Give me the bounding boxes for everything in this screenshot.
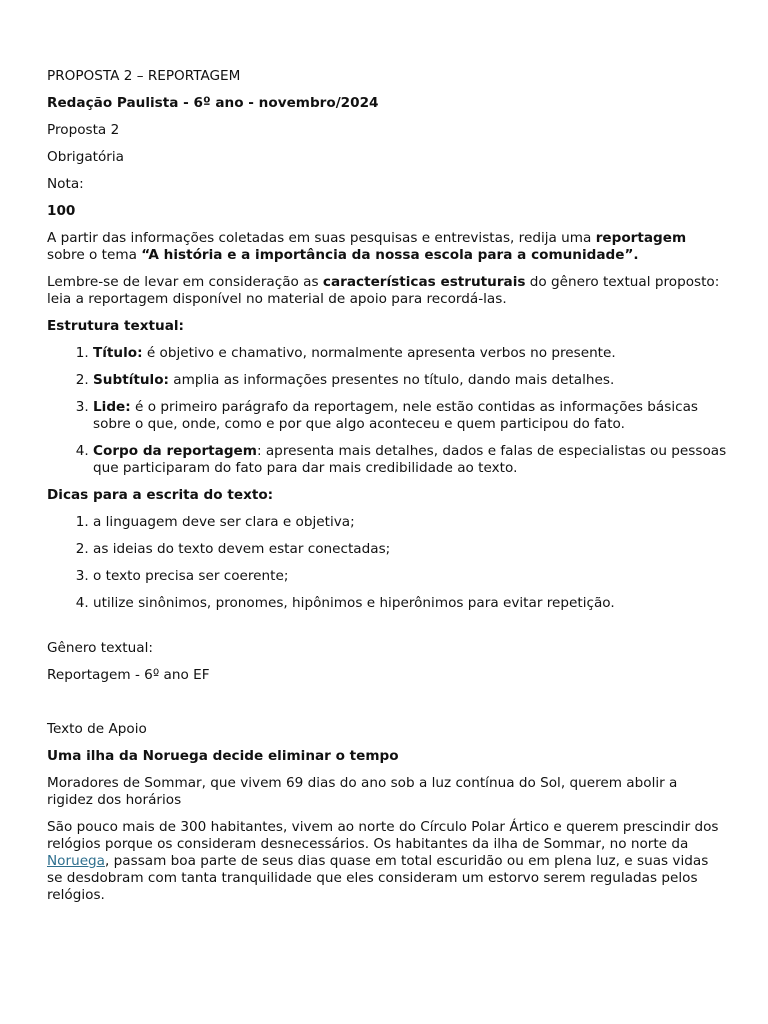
genre-label: Gênero textual:	[47, 640, 153, 656]
structure-list	[47, 345, 727, 477]
tips-heading-text: Dicas para a escrita do texto:	[47, 487, 274, 503]
tips-heading	[47, 487, 727, 504]
article-body-part-b: , passam boa parte de seus dias quase em total escuridão ou em plena luz, e suas vidas se desdobram com tanta tranquilidade que eles consideram um estorvo serem reguladas pelos relógios.	[47, 853, 709, 903]
tips-list	[47, 514, 727, 612]
structure-item-term: Título:	[93, 345, 143, 361]
instruction-1-part-a: A partir das informações coletadas em suas pesquisas e entrevistas, redija uma	[47, 230, 596, 246]
proposal-label: Proposta 2	[47, 122, 120, 138]
document-page	[47, 68, 727, 914]
tip-item: 2. as ideias do texto devem estar conectadas;	[93, 541, 727, 558]
instruction-1-keyword: reportagem	[595, 230, 687, 246]
structure-item	[93, 372, 727, 389]
instruction-paragraph-1	[47, 230, 727, 264]
article-title-text: Uma ilha da Noruega decide eliminar o tempo	[47, 748, 399, 764]
tip-item: 1. a linguagem deve ser clara e objetiva;	[93, 514, 727, 531]
structure-item	[93, 399, 727, 433]
structure-heading-text: Estrutura textual:	[47, 318, 184, 334]
grade-label: Nota:	[47, 176, 84, 192]
structure-item-text: é o primeiro parágrafo da reportagem, nele estão contidas as informações básicas sobre o que, onde, como e por que algo aconteceu e quem participou do fato.	[93, 399, 698, 432]
structure-item-term: Lide:	[93, 399, 131, 415]
structure-item-term: Subtítulo:	[93, 372, 169, 388]
required-label: Obrigatória	[47, 149, 124, 165]
structure-item-term: Corpo da reportagem	[93, 443, 257, 459]
spacer	[47, 622, 727, 640]
instruction-paragraph-2	[47, 274, 727, 308]
spacer	[47, 694, 727, 721]
structure-item	[93, 345, 727, 362]
structure-heading	[47, 318, 727, 335]
article-body	[47, 819, 727, 904]
instruction-2-part-c: do gênero textual proposto: leia a reportagem disponível no material de apoio para recordá-las.	[47, 274, 720, 307]
support-label: Texto de Apoio	[47, 721, 147, 737]
structure-item	[93, 443, 727, 477]
exam-title	[47, 95, 727, 112]
instruction-2-part-a: Lembre-se de levar em consideração as	[47, 274, 323, 290]
tip-item: 3. o texto precisa ser coerente;	[93, 568, 727, 585]
structure-item-text: amplia as informações presentes no título, dando mais detalhes.	[168, 372, 615, 388]
norway-link[interactable]: Noruega	[47, 853, 106, 869]
structure-item-text: : apresenta mais detalhes, dados e falas de especialistas ou pessoas que participaram do fato para dar mais credibilidade ao texto.	[93, 443, 727, 476]
tip-item: 4. utilize sinônimos, pronomes, hipônimos e hiperônimos para evitar repetição.	[93, 595, 727, 612]
instruction-1-part-c: sobre o tema	[47, 247, 142, 263]
exam-title-text: Redação Paulista - 6º ano - novembro/2024	[47, 95, 379, 111]
article-title	[47, 748, 727, 765]
grade-value-text: 100	[47, 203, 76, 219]
proposal-title: PROPOSTA 2 – REPORTAGEM	[47, 68, 241, 84]
grade-value	[47, 203, 727, 220]
instruction-1-theme: “A história e a importância da nossa escola para a comunidade”.	[141, 247, 639, 263]
article-body-part-a: São pouco mais de 300 habitantes, vivem ao norte do Círculo Polar Ártico e querem prescindir dos relógios porque os consideram desnecessários. Os habitantes da ilha de Sommar, no norte da	[47, 819, 719, 852]
genre-value: Reportagem - 6º ano EF	[47, 667, 210, 683]
instruction-2-keyword: características estruturais	[322, 274, 526, 290]
article-subtitle: Moradores de Sommar, que vivem 69 dias do ano sob a luz contínua do Sol, querem abolir a rigidez dos horários	[47, 775, 678, 808]
structure-item-text: é objetivo e chamativo, normalmente apresenta verbos no presente.	[142, 345, 616, 361]
